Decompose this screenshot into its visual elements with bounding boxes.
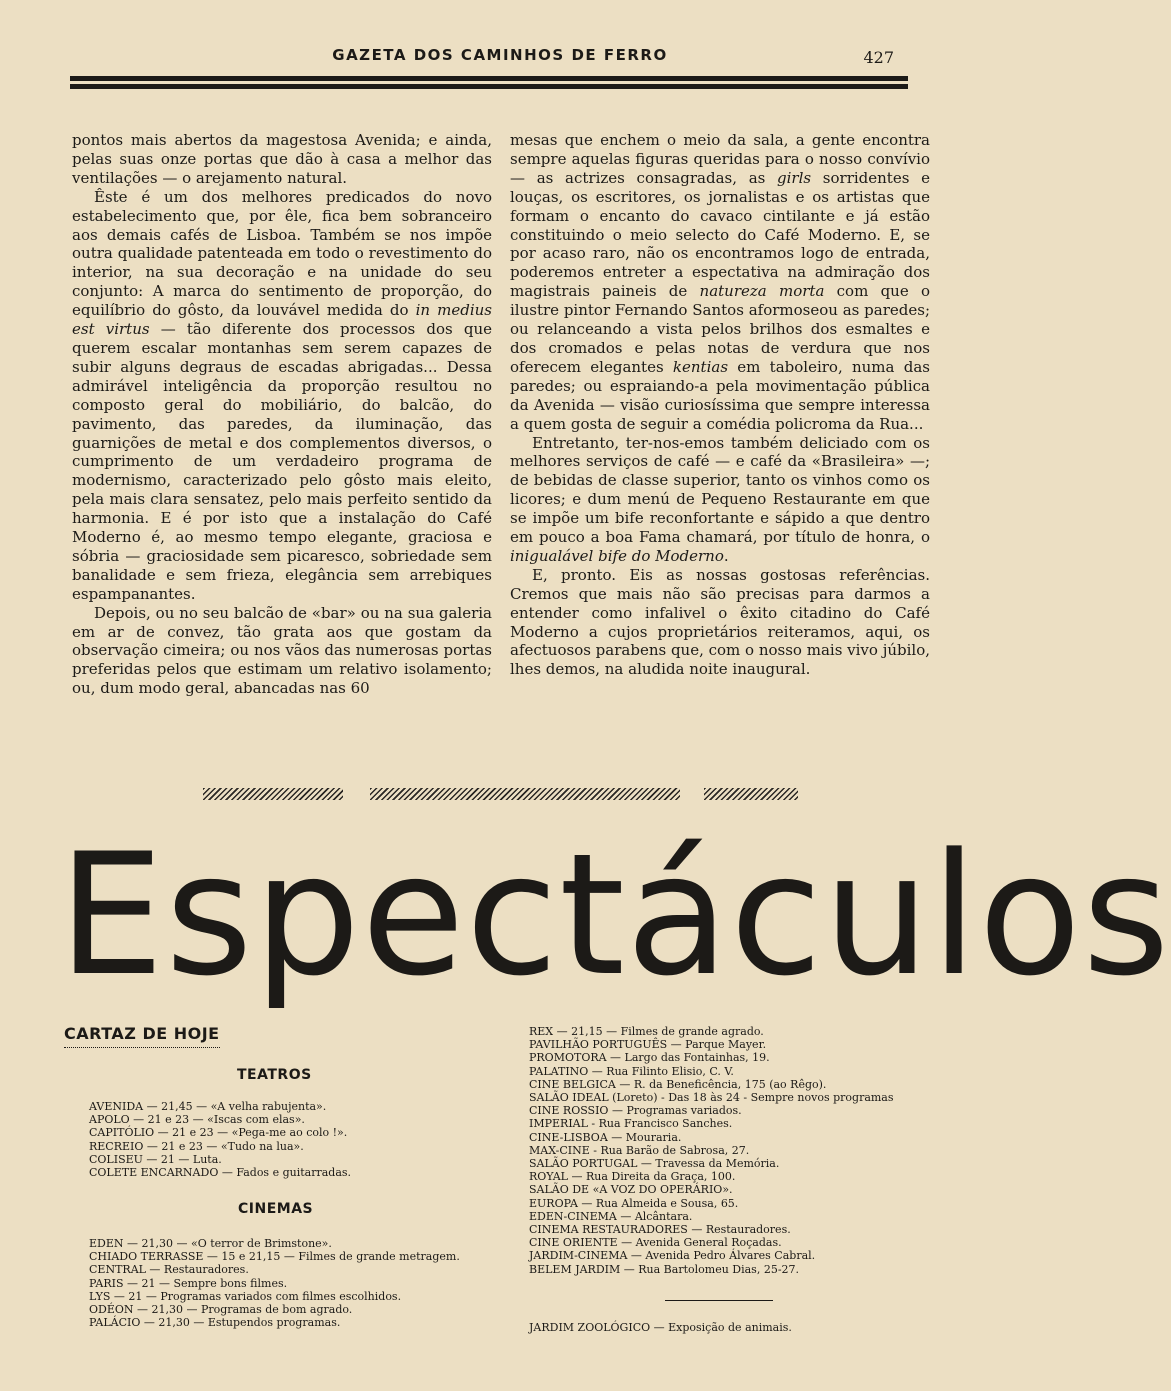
article-column-left <box>72 131 492 698</box>
venue-listing: PAVILHÃO PORTUGUÊS — Parque Mayer. <box>529 1038 767 1052</box>
venue-listing: PROMOTORA — Largo das Fontainhas, 19. <box>529 1051 770 1065</box>
venue-listing: EUROPA — Rua Almeida e Sousa, 65. <box>529 1196 739 1210</box>
venue-listing: EDEN-CINEMA — Alcântara. <box>529 1209 693 1223</box>
italic-phrase: girls <box>777 168 812 187</box>
article-paragraph <box>510 434 930 566</box>
cinemas-list <box>89 1237 460 1329</box>
cinema-listing: PARIS — 21 — Sempre bons filmes. <box>89 1276 288 1290</box>
theatres-heading: TEATROS <box>237 1067 312 1083</box>
paragraph-text: com que o ilustre pintor Fernando Santos aformoseou as paredes; ou relanceando a vista pelos brilhos dos esmaltes e dos cromados e pelas notas de verdura que nos oferecem elegantes <box>510 282 930 376</box>
cinema-listing: EDEN — 21,30 — «O terror de Brimstone». <box>89 1237 332 1250</box>
listings-heading: CARTAZ DE HOJE <box>64 1024 220 1048</box>
article-paragraph <box>510 131 930 434</box>
paragraph-text: Entretanto, ter-nos-emos também deliciado com os melhores serviços de café — e café da «Brasileira» —; de bebidas de classe superior, tanto os vinhos como os licores; e dum menú de Pequeno Restaurante em que se impõe um bife reconfortante e sápido a que dentro em pouco a boa Fama chamará, por título de honra, o <box>510 433 930 547</box>
theatre-listing: APOLO — 21 e 23 — «Iscas com elas». <box>89 1113 305 1127</box>
header-rule <box>70 76 908 81</box>
paragraph-text: mesas que enchem o meio da sala, a gente encontra sempre aquelas figuras queridas para o nosso convívio — as actrizes consagradas, as <box>510 131 930 187</box>
paragraph-text: — tão diferente dos processos dos que querem escalar montanhas sem serem capazes de subir alguns degraus de escadas abrigadas... Dessa admirável inteligência da proporção resultou no composto geral do mobiliário, do balcão, do pavimento, das paredes, da iluminação, das guarnições de metal e dos complementos diversos, o cumprimento de um verdadeiro programa de modernismo, caracterizado pelo gôsto mais eleito, pela mais clara sensatez, pelo mais perfeito sentido da harmonia. E é por isto que a instalação do Café Moderno é, ao mesmo tempo elegante, graciosa e sóbria — graciosidade sem picaresco, sobriedade sem banalidade e sem frieza, elegância sem arrebiques espampanantes. <box>72 320 493 603</box>
venue-listing: CINEMA RESTAURADORES — Restauradores. <box>529 1223 791 1237</box>
publication-title: GAZETA DOS CAMINHOS DE FERRO <box>332 46 668 64</box>
section-title: Espectáculos <box>58 817 1171 1013</box>
running-head <box>80 46 920 70</box>
hatched-divider <box>203 788 343 800</box>
theatre-listing: COLISEU — 21 — Luta. <box>89 1152 222 1166</box>
venue-listing: SALÃO IDEAL (Loreto) - Das 18 às 24 - Sempre novos programas <box>529 1091 894 1105</box>
venue-listing: ROYAL — Rua Direita da Graça, 100. <box>529 1170 736 1184</box>
cinema-listing: CHIADO TERRASSE — 15 e 21,15 — Filmes de grande metragem. <box>89 1250 460 1264</box>
hatched-divider <box>370 788 680 800</box>
paragraph-text: pontos mais abertos da magestosa Avenida; e ainda, pelas suas onze portas que dão à casa a melhor das ventilações — o arejamento natural. <box>72 131 492 187</box>
theatre-listing: COLETE ENCARNADO — Fados e guitarradas. <box>89 1166 352 1180</box>
theatres-list <box>89 1100 351 1179</box>
italic-phrase: kentias <box>672 357 729 376</box>
venue-listing: CINE BELGICA — R. da Beneficência, 175 (ao Rêgo). <box>529 1077 827 1091</box>
page-number: 427 <box>863 48 894 67</box>
zoo-listing: JARDIM ZOOLÓGICO — Exposição de animais. <box>529 1321 792 1334</box>
venue-listing: BELEM JARDIM — Rua Bartolomeu Dias, 25-27. <box>529 1262 800 1276</box>
italic-phrase: in medius est virtus <box>72 301 493 339</box>
venue-listing: MAX-CINE - Rua Barão de Sabrosa, 27. <box>529 1143 750 1157</box>
venue-listing: CINE ROSSIO — Programas variados. <box>529 1104 742 1118</box>
article-paragraph <box>72 188 492 604</box>
venue-listing: JARDIM-CINEMA — Avenida Pedro Álvares Cabral. <box>529 1249 816 1263</box>
cinema-listing: ODÉON — 21,30 — Programas de bom agrado. <box>89 1303 353 1317</box>
article-paragraph <box>510 566 930 679</box>
venue-listing: SALÃO PORTUGAL — Travessa da Memória. <box>529 1157 780 1171</box>
article-column-right <box>510 131 930 679</box>
paragraph-text: . <box>723 546 729 565</box>
theatre-listing: RECREIO — 21 e 23 — «Tudo na lua». <box>89 1139 304 1153</box>
article-paragraph <box>72 604 492 699</box>
hatched-divider <box>704 788 798 800</box>
theatre-listing: CAPITÓLIO — 21 e 23 — «Pega-me ao colo !». <box>89 1126 348 1140</box>
cinemas-heading: CINEMAS <box>238 1201 314 1217</box>
paragraph-text: Êste é um dos melhores predicados do novo estabelecimento que, por êle, fica bem sobranceiro aos demais cafés de Lisboa. Também se nos impõe outra qualidade patenteada em todo o revestimento do interior, na sua decoração e na unidade do seu conjunto: A marca do sentimento de proporção, do equilíbrio do gôsto, da louvável medida do <box>72 187 492 320</box>
theatre-listing: AVENIDA — 21,45 — «A velha rabujenta». <box>89 1100 327 1113</box>
paragraph-text: E, pronto. Eis as nossas gostosas referências. Cremos que mais não são precisas para darmos a entender como infalivel o êxito citadino do Café Moderno a cujos proprietários reiteramos, aqui, os afectuosos parabens que, com o nosso mais vivo júbilo, lhes demos, na aludida noite inaugural. <box>510 565 931 679</box>
paragraph-text: Depois, ou no seu balcão de «bar» ou na sua galeria em ar de convez, tão grata aos que gostam da observação cimeira; ou nos vãos das numerosas portas preferidas pelos que estimam um relativo isolamento; ou, dum modo geral, abancadas nas 60 <box>72 603 492 698</box>
italic-phrase: inigualável bife do Moderno <box>510 546 724 565</box>
cinema-listing: CENTRAL — Restauradores. <box>89 1263 249 1277</box>
header-rule <box>70 84 908 89</box>
venue-listing: CINE-LISBOA — Mouraria. <box>529 1130 682 1144</box>
cinema-listing: LYS — 21 — Programas variados com filmes escolhidos. <box>89 1289 402 1303</box>
paragraph-text: sorridentes e louças, os escritores, os jornalistas e os artistas que formam o encanto do cavaco cintilante e já estão constituindo o meio selecto do Café Moderno. E, se por acaso raro, não os encontramos logo de entrada, poderemos entreter a espectativa na admiração dos magistrais paineis de <box>510 168 930 301</box>
italic-phrase: natureza morta <box>699 282 825 301</box>
venue-listing: REX — 21,15 — Filmes de grande agrado. <box>529 1025 764 1038</box>
venue-listing: IMPERIAL - Rua Francisco Sanches. <box>529 1117 733 1131</box>
venue-listing: CINE ORIENTE — Avenida General Roçadas. <box>529 1236 782 1250</box>
article-paragraph <box>72 131 492 188</box>
paragraph-text: em taboleiro, numa das paredes; ou espraiando-a pela movimentação pública da Avenida — visão curiosíssima que sempre interessa a quem gosta de seguir a comédia policroma da Rua... <box>510 357 930 433</box>
other-venues-list <box>529 1025 894 1276</box>
cinema-listing: PALÁCIO — 21,30 — Estupendos programas. <box>89 1316 341 1330</box>
venue-listing: PALATINO — Rua Filinto Elisio, C. V. <box>529 1064 734 1078</box>
short-rule <box>665 1300 773 1301</box>
venue-listing: SALÃO DE «A VOZ DO OPERÁRIO». <box>529 1183 733 1197</box>
